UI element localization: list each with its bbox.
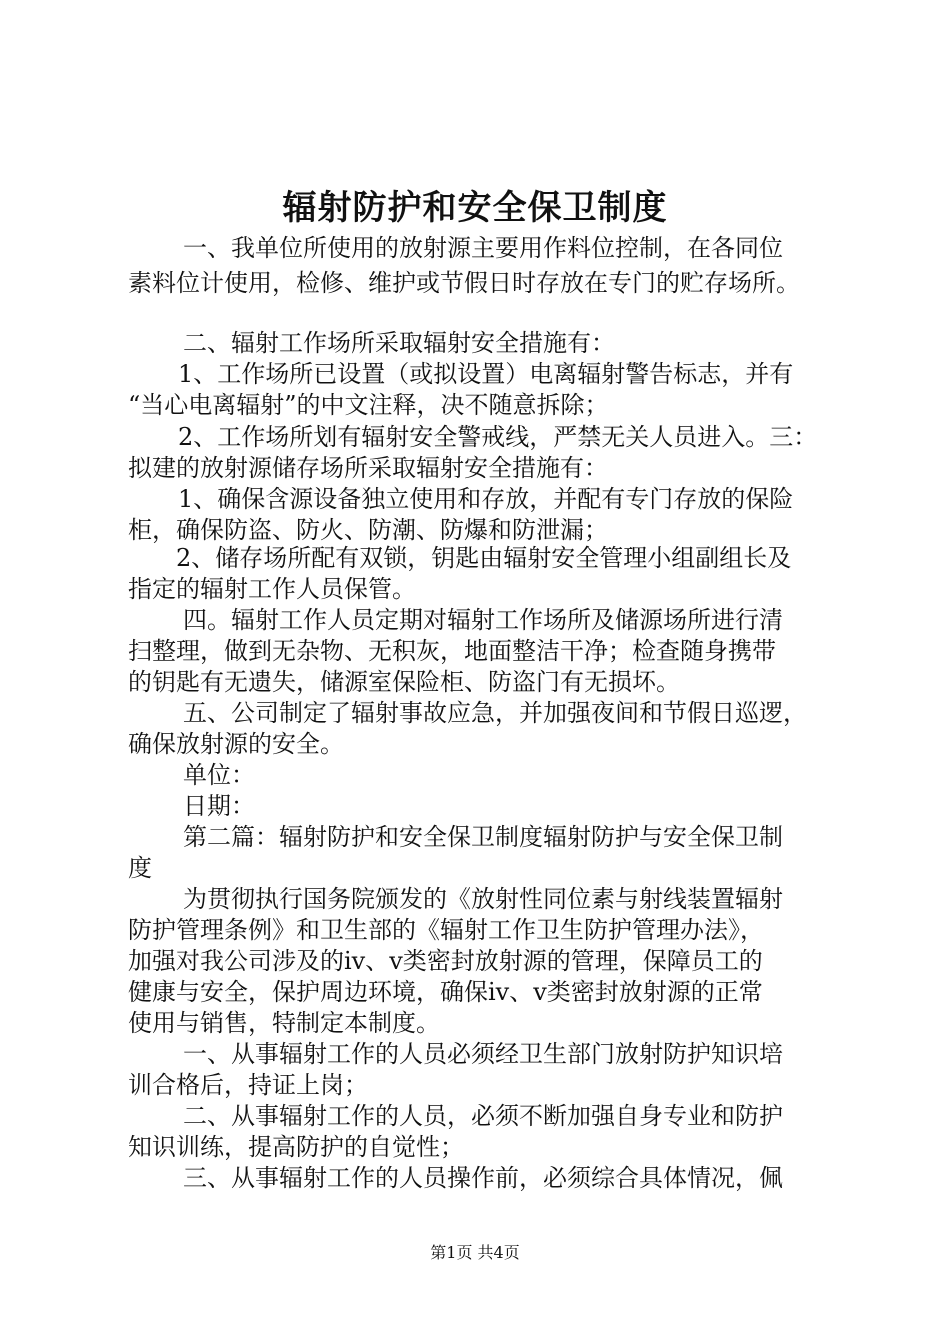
text-line: 二、从事辐射工作的人员，必须不断加强自身专业和防护 [183,1102,783,1130]
text-line: 使用与销售，特制定本制度。 [128,1009,440,1037]
text-line: 日期： [183,792,255,820]
text-line: 三、从事辐射工作的人员操作前，必须综合具体情况，佩 [183,1164,783,1192]
text-line: 一、从事辐射工作的人员必须经卫生部门放射防护知识培 [183,1040,783,1068]
text-line: 知识训练，提高防护的自觉性； [128,1133,464,1161]
text-line: 扫整理，做到无杂物、无积灰，地面整洁干净；检查随身携带 [128,637,776,665]
text-line: 2、储存场所配有双锁，钥匙由辐射安全管理小组副组长及 [176,544,792,572]
text-line: 确保放射源的安全。 [128,730,344,758]
text-line: 防护管理条例》和卫生部的《辐射工作卫生防护管理办法》， [128,916,764,944]
text-line: 度 [128,854,152,882]
text-line: 第二篇：辐射防护和安全保卫制度辐射防护与安全保卫制 [183,823,783,851]
text-line: 柜，确保防盗、防火、防潮、防爆和防泄漏； [128,516,608,544]
text-line: “当心电离辐射”的中文注释，决不随意拆除； [128,391,609,419]
text-line: 健康与安全，保护周边环境，确保iv、v类密封放射源的正常 [128,978,763,1006]
text-line: 五、公司制定了辐射事故应急，并加强夜间和节假日巡逻， [183,699,807,727]
text-line: 1、确保含源设备独立使用和存放，并配有专门存放的保险 [178,485,794,513]
text-line: 拟建的放射源储存场所采取辐射安全措施有： [128,454,608,482]
text-line: 加强对我公司涉及的iv、v类密封放射源的管理，保障员工的 [128,947,763,975]
text-line: 四。辐射工作人员定期对辐射工作场所及储源场所进行清 [183,606,783,634]
text-line: 指定的辐射工作人员保管。 [128,575,416,603]
text-line: 的钥匙有无遗失，储源室保险柜、防盗门有无损坏。 [128,668,680,696]
text-line: 一、我单位所使用的放射源主要用作料位控制，在各同位 [183,234,783,262]
text-line: 训合格后，持证上岗； [128,1071,368,1099]
text-line: 素料位计使用，检修、维护或节假日时存放在专门的贮存场所。 [128,269,800,297]
text-line: 1、工作场所已设置（或拟设置）电离辐射警告标志，并有 [178,360,794,388]
text-line: 2、工作场所划有辐射安全警戒线，严禁无关人员进入。三： [178,423,818,451]
document-title: 辐射防护和安全保卫制度 [282,188,668,228]
text-line: 二、辐射工作场所采取辐射安全措施有： [183,329,615,357]
page-number: 第1页 共4页 [430,1243,520,1262]
text-line: 单位： [183,761,255,789]
text-line: 为贯彻执行国务院颁发的《放射性同位素与射线装置辐射 [183,885,783,913]
